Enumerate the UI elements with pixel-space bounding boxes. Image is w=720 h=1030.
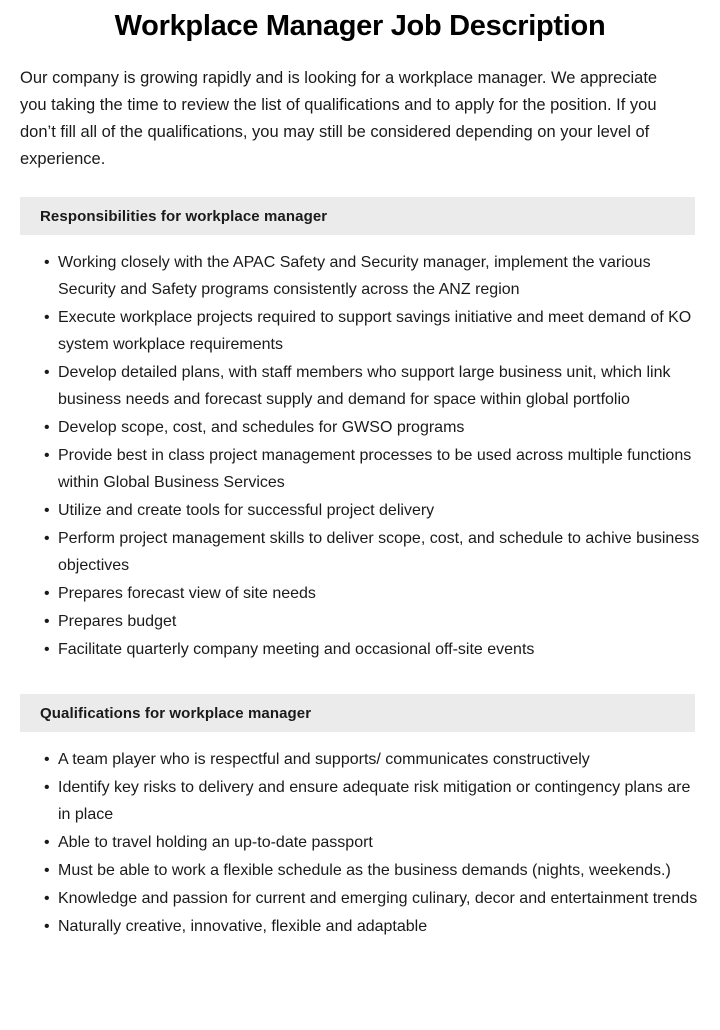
bullet-icon: • <box>44 834 50 852</box>
bullet-icon: • <box>44 890 50 908</box>
bullet-icon: • <box>44 419 50 437</box>
bullet-icon: • <box>44 613 50 631</box>
bullet-icon: • <box>44 254 50 272</box>
list-item <box>20 913 700 940</box>
section-responsibilities <box>20 197 700 663</box>
intro-paragraph: Our company is growing rapidly and is looking for a workplace manager. We appreciate you taking the time to review the list of qualifications and to apply for the position. If you don’t fill all of the qualifications, you may still be considered depending on your level of experience. <box>20 69 658 169</box>
list-item-text: Able to travel holding an up-to-date passport <box>58 834 373 852</box>
list-item <box>20 442 700 496</box>
bullet-icon: • <box>44 309 50 327</box>
list-item <box>20 580 700 607</box>
list-item-text: Provide best in class project management processes to be used across multiple functions within Global Business Services <box>58 447 692 492</box>
list-item-text: Facilitate quarterly company meeting and occasional off-site events <box>58 641 535 659</box>
bullet-icon: • <box>44 918 50 936</box>
bullet-icon: • <box>44 502 50 520</box>
list-item-text: Prepares forecast view of site needs <box>58 585 316 603</box>
section-qualifications <box>20 694 700 940</box>
list-item-text: Working closely with the APAC Safety and Security manager, implement the various Security and Safety programs consistently across the ANZ region <box>58 254 651 299</box>
list-item <box>20 608 700 635</box>
responsibilities-list <box>20 249 700 663</box>
list-item-text: Must be able to work a flexible schedule as the business demands (nights, weekends.) <box>58 862 671 880</box>
bullet-icon: • <box>44 447 50 465</box>
list-item <box>20 885 700 912</box>
list-item-text: Knowledge and passion for current and emerging culinary, decor and entertainment trends <box>58 890 698 908</box>
section-header-responsibilities <box>20 197 695 235</box>
list-item-text: Identify key risks to delivery and ensure adequate risk mitigation or contingency plans are in place <box>58 779 691 824</box>
qualifications-list <box>20 746 700 940</box>
list-item <box>20 359 700 413</box>
bullet-icon: • <box>44 751 50 769</box>
bullet-icon: • <box>44 862 50 880</box>
list-item-text: Develop scope, cost, and schedules for GWSO programs <box>58 419 465 437</box>
list-item <box>20 774 700 828</box>
list-item <box>20 304 700 358</box>
list-item-text: Develop detailed plans, with staff members who support large business unit, which link business needs and forecast supply and demand for space within global portfolio <box>58 364 671 409</box>
list-item-text: Prepares budget <box>58 613 177 631</box>
list-item <box>20 829 700 856</box>
list-item <box>20 249 700 303</box>
list-item <box>20 497 700 524</box>
list-item <box>20 636 700 663</box>
bullet-icon: • <box>44 585 50 603</box>
list-item-text: Execute workplace projects required to support savings initiative and meet demand of KO system workplace requirements <box>58 309 692 354</box>
list-item <box>20 525 700 579</box>
section-header-qualifications <box>20 694 695 732</box>
bullet-icon: • <box>44 364 50 382</box>
list-item <box>20 746 700 773</box>
list-item-text: Utilize and create tools for successful project delivery <box>58 502 435 520</box>
bullet-icon: • <box>44 779 50 797</box>
section-heading-label: Responsibilities for workplace manager <box>40 207 328 225</box>
list-item-text: Perform project management skills to deliver scope, cost, and schedule to achive business objectives <box>58 530 700 575</box>
list-item <box>20 857 700 884</box>
section-heading-label: Qualifications for workplace manager <box>40 704 312 722</box>
page-title: Workplace Manager Job Description <box>114 10 606 42</box>
bullet-icon: • <box>44 530 50 548</box>
list-item-text: Naturally creative, innovative, flexible and adaptable <box>58 918 428 936</box>
list-item <box>20 414 700 441</box>
bullet-icon: • <box>44 641 50 659</box>
list-item-text: A team player who is respectful and supports/ communicates constructively <box>58 751 590 769</box>
